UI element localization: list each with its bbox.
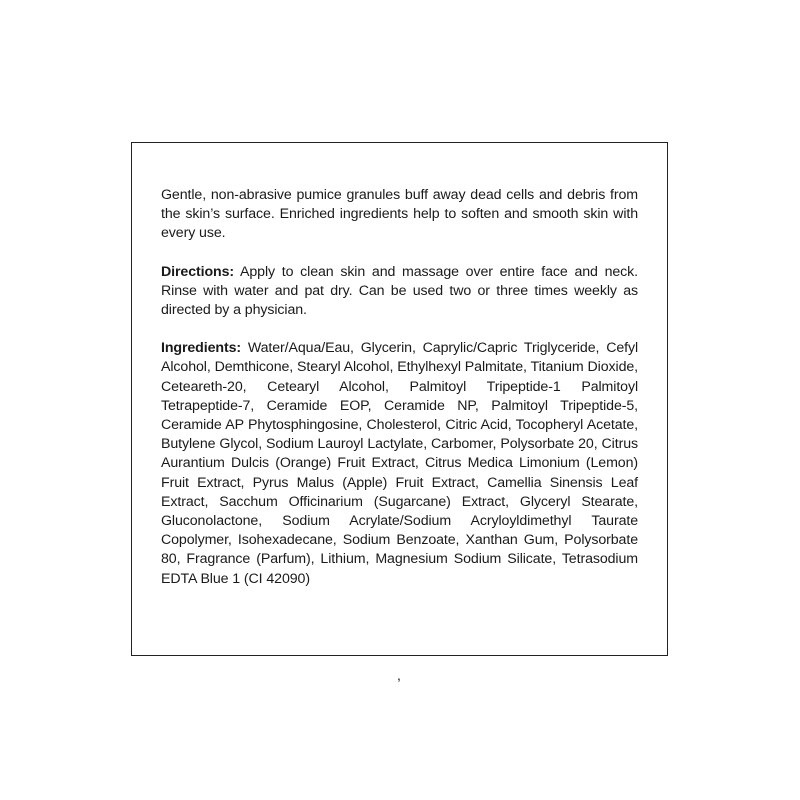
- directions-text: Apply to clean skin and massage over entire face and neck. Rinse with water and pat dry. Can be used two or three times weekly as directed by a physician.: [161, 263, 639, 319]
- ingredients-text: Water/Aqua/Eau, Glycerin, Caprylic/Capric Triglyceride, Cefyl Alcohol, Demthicone, Stearyl Alcohol, Ethylhexyl Palmitate, Titanium Dioxide, Ceteareth-20, Cetearyl Alcohol, Palmitoyl Tripeptide-1 Palmitoyl Tetrapeptide-7, Ceramide EOP, Ceramide NP, Palmitoyl Tripeptide-5, Ceramide AP Phytosphingosine, Cholesterol, Citric Acid, Tocopheryl Acetate, Butylene Glycol, Sodium Lauroyl Lactylate, Carbomer, Polysorbate 20, Citrus Aurantium Dulcis (Orange) Fruit Extract, Citrus Medica Limonium (Lemon) Fruit Extract, Pyrus Malus (Apple) Fruit Extract, Camellia Sinensis Leaf Extract, Sacchum Officinarium (Sugarcane) Extract, Glyceryl Stearate, Gluconolactone, Sodium Acrylate/Sodium Acryloyldimethyl Taurate Copolymer, Isohexadecane, Sodium Benzoate, Xanthan Gum, Polysorbate 80, Fragrance (Parfum), Lithium, Magnesium Sodium Silicate, Tetrasodium EDTA Blue 1 (CI 42090): [161, 340, 639, 587]
- directions-section: [161, 263, 638, 321]
- product-label-panel: [131, 142, 668, 656]
- ingredients-heading: Ingredients:: [161, 340, 241, 357]
- ingredients-section: [161, 339, 638, 589]
- label-content: [161, 186, 638, 608]
- footer-comma: ,: [397, 667, 401, 683]
- directions-heading: Directions:: [161, 263, 235, 280]
- product-description: Gentle, non-abrasive pumice granules buff away dead cells and debris from the skin’s surface. Enriched ingredients help to soften and smooth skin with every use.: [161, 187, 638, 242]
